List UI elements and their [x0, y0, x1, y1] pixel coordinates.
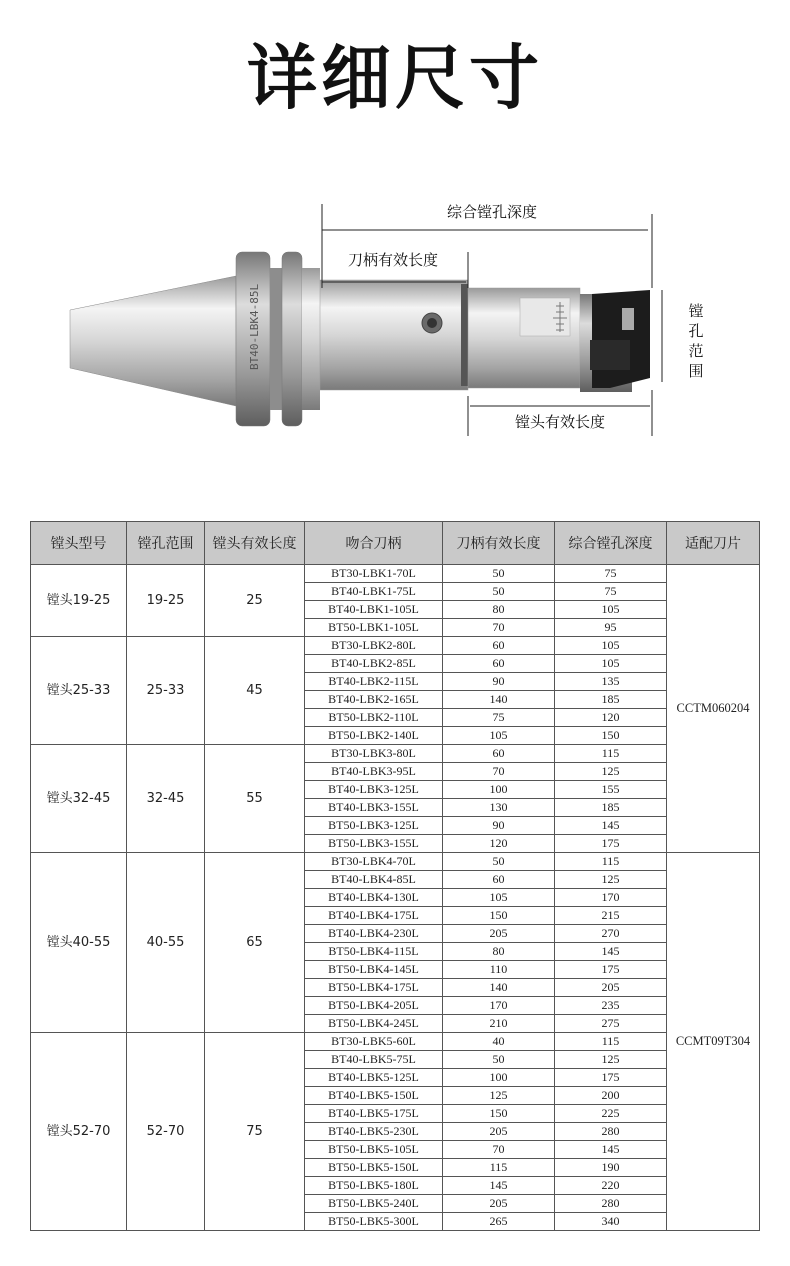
header-model: 镗头型号 — [31, 522, 127, 565]
cutting-insert — [592, 290, 650, 388]
cell-shank-length: 40 — [443, 1033, 555, 1051]
cell-total-depth: 75 — [555, 565, 667, 583]
cell-holder: BT40-LBK2-165L — [305, 691, 443, 709]
cell-holder: BT40-LBK3-125L — [305, 781, 443, 799]
cell-holder: BT50-LBK4-205L — [305, 997, 443, 1015]
cell-total-depth: 105 — [555, 637, 667, 655]
cell-range: 25-33 — [127, 637, 205, 745]
cell-holder: BT50-LBK5-240L — [305, 1195, 443, 1213]
taper-cone — [70, 276, 236, 406]
header-range: 镗孔范围 — [127, 522, 205, 565]
cell-holder: BT40-LBK4-85L — [305, 871, 443, 889]
cell-shank-length: 80 — [443, 601, 555, 619]
cell-total-depth: 155 — [555, 781, 667, 799]
cell-shank-length: 265 — [443, 1213, 555, 1231]
cell-total-depth: 185 — [555, 691, 667, 709]
cell-shank-length: 210 — [443, 1015, 555, 1033]
table-row — [31, 745, 760, 763]
cell-model: 镗头32-45 — [31, 745, 127, 853]
label-boring-range-4: 围 — [688, 362, 704, 380]
cell-shank-length: 150 — [443, 907, 555, 925]
cell-total-depth: 120 — [555, 709, 667, 727]
cell-holder: BT30-LBK1-70L — [305, 565, 443, 583]
cell-total-depth: 280 — [555, 1195, 667, 1213]
flange-rear — [282, 252, 302, 426]
cell-shank-length: 150 — [443, 1105, 555, 1123]
cell-head-length: 65 — [205, 853, 305, 1033]
page-title: 详细尺寸 — [247, 37, 543, 119]
cell-shank-length: 115 — [443, 1159, 555, 1177]
cell-shank-length: 205 — [443, 1123, 555, 1141]
cell-total-depth: 190 — [555, 1159, 667, 1177]
cell-range: 19-25 — [127, 565, 205, 637]
cell-holder: BT40-LBK4-175L — [305, 907, 443, 925]
table-row — [31, 853, 760, 871]
cell-total-depth: 340 — [555, 1213, 667, 1231]
cell-holder: BT40-LBK1-75L — [305, 583, 443, 601]
cell-shank-length: 90 — [443, 817, 555, 835]
cell-model: 镗头25-33 — [31, 637, 127, 745]
cell-holder: BT50-LBK3-125L — [305, 817, 443, 835]
cell-shank-length: 70 — [443, 1141, 555, 1159]
cell-shank-length: 205 — [443, 925, 555, 943]
cell-shank-length: 100 — [443, 1069, 555, 1087]
cell-holder: BT30-LBK4-70L — [305, 853, 443, 871]
cell-shank-length: 145 — [443, 1177, 555, 1195]
table-row — [31, 1033, 760, 1051]
cell-holder: BT40-LBK5-75L — [305, 1051, 443, 1069]
cell-shank-length: 70 — [443, 619, 555, 637]
cell-holder: BT30-LBK5-60L — [305, 1033, 443, 1051]
cell-shank-length: 125 — [443, 1087, 555, 1105]
cell-holder: BT30-LBK3-80L — [305, 745, 443, 763]
label-total-depth: 综合镗孔深度 — [446, 203, 538, 221]
cell-total-depth: 275 — [555, 1015, 667, 1033]
cell-shank-length: 100 — [443, 781, 555, 799]
cell-total-depth: 95 — [555, 619, 667, 637]
shank-body — [320, 280, 468, 390]
cell-shank-length: 90 — [443, 673, 555, 691]
cell-head-length: 75 — [205, 1033, 305, 1231]
table-body — [31, 565, 760, 1231]
flange-neck — [302, 268, 320, 410]
cell-shank-length: 60 — [443, 655, 555, 673]
cell-head-length: 55 — [205, 745, 305, 853]
cell-total-depth: 280 — [555, 1123, 667, 1141]
cell-holder: BT50-LBK4-175L — [305, 979, 443, 997]
cell-shank-length: 170 — [443, 997, 555, 1015]
cell-shank-length: 105 — [443, 889, 555, 907]
cell-total-depth: 175 — [555, 835, 667, 853]
label-shank-length: 刀柄有效长度 — [347, 251, 439, 269]
cell-shank-length: 140 — [443, 691, 555, 709]
cell-holder: BT40-LBK5-150L — [305, 1087, 443, 1105]
table-row — [31, 565, 760, 583]
flange-groove — [270, 268, 282, 410]
table-row — [31, 637, 760, 655]
table-header-row — [31, 522, 760, 565]
cell-model: 镗头40-55 — [31, 853, 127, 1033]
cell-total-depth: 145 — [555, 943, 667, 961]
cell-shank-length: 120 — [443, 835, 555, 853]
cell-shank-length: 110 — [443, 961, 555, 979]
cell-holder: BT40-LBK2-115L — [305, 673, 443, 691]
cell-shank-length: 50 — [443, 853, 555, 871]
cell-shank-length: 75 — [443, 709, 555, 727]
tool-holder-diagram — [0, 190, 790, 460]
cell-holder: BT40-LBK5-230L — [305, 1123, 443, 1141]
cell-total-depth: 145 — [555, 817, 667, 835]
label-boring-range-1: 镗 — [688, 302, 704, 320]
cell-total-depth: 115 — [555, 745, 667, 763]
cell-shank-length: 205 — [443, 1195, 555, 1213]
cell-holder: BT50-LBK5-300L — [305, 1213, 443, 1231]
cell-shank-length: 105 — [443, 727, 555, 745]
cell-total-depth: 215 — [555, 907, 667, 925]
cell-total-depth: 125 — [555, 763, 667, 781]
cell-total-depth: 205 — [555, 979, 667, 997]
holder-engraving: BT40-LBK4-85L — [248, 283, 261, 370]
cell-head-length: 45 — [205, 637, 305, 745]
cell-holder: BT50-LBK5-180L — [305, 1177, 443, 1195]
cell-total-depth: 75 — [555, 583, 667, 601]
cell-shank-length: 140 — [443, 979, 555, 997]
cell-shank-length: 50 — [443, 583, 555, 601]
cell-total-depth: 125 — [555, 1051, 667, 1069]
cell-holder: BT30-LBK2-80L — [305, 637, 443, 655]
cell-total-depth: 200 — [555, 1087, 667, 1105]
cell-total-depth: 105 — [555, 601, 667, 619]
cell-head-length: 25 — [205, 565, 305, 637]
cell-total-depth: 150 — [555, 727, 667, 745]
cell-total-depth: 235 — [555, 997, 667, 1015]
cell-shank-length: 70 — [443, 763, 555, 781]
cell-total-depth: 185 — [555, 799, 667, 817]
cell-holder: BT40-LBK4-130L — [305, 889, 443, 907]
cell-holder: BT50-LBK1-105L — [305, 619, 443, 637]
cell-holder: BT40-LBK3-95L — [305, 763, 443, 781]
cell-shank-length: 80 — [443, 943, 555, 961]
cell-holder: BT40-LBK1-105L — [305, 601, 443, 619]
cell-holder: BT40-LBK5-175L — [305, 1105, 443, 1123]
cell-holder: BT50-LBK2-110L — [305, 709, 443, 727]
header-total-depth: 综合镗孔深度 — [555, 522, 667, 565]
cell-model: 镗头19-25 — [31, 565, 127, 637]
cell-holder: BT40-LBK4-230L — [305, 925, 443, 943]
cell-total-depth: 270 — [555, 925, 667, 943]
cell-insert: CCTM060204 — [667, 565, 760, 853]
cell-holder: BT40-LBK2-85L — [305, 655, 443, 673]
spec-table — [30, 521, 760, 1231]
cell-holder: BT50-LBK5-105L — [305, 1141, 443, 1159]
cell-range: 32-45 — [127, 745, 205, 853]
header-insert: 适配刀片 — [667, 522, 760, 565]
cell-model: 镗头52-70 — [31, 1033, 127, 1231]
cell-shank-length: 50 — [443, 565, 555, 583]
header-head-length: 镗头有效长度 — [205, 522, 305, 565]
cell-total-depth: 135 — [555, 673, 667, 691]
cell-total-depth: 225 — [555, 1105, 667, 1123]
cell-holder: BT40-LBK3-155L — [305, 799, 443, 817]
cell-holder: BT50-LBK4-145L — [305, 961, 443, 979]
cell-total-depth: 115 — [555, 853, 667, 871]
cell-range: 40-55 — [127, 853, 205, 1033]
cell-total-depth: 175 — [555, 1069, 667, 1087]
cell-shank-length: 60 — [443, 871, 555, 889]
cell-holder: BT50-LBK5-150L — [305, 1159, 443, 1177]
cell-holder: BT50-LBK4-115L — [305, 943, 443, 961]
header-shank-length: 刀柄有效长度 — [443, 522, 555, 565]
cell-shank-length: 60 — [443, 637, 555, 655]
cell-holder: BT40-LBK5-125L — [305, 1069, 443, 1087]
cell-holder: BT50-LBK2-140L — [305, 727, 443, 745]
cell-total-depth: 170 — [555, 889, 667, 907]
cell-holder: BT50-LBK3-155L — [305, 835, 443, 853]
cell-insert: CCMT09T304 — [667, 853, 760, 1231]
label-boring-range-3: 范 — [688, 342, 704, 360]
cell-total-depth: 220 — [555, 1177, 667, 1195]
cell-total-depth: 175 — [555, 961, 667, 979]
cell-total-depth: 115 — [555, 1033, 667, 1051]
cell-total-depth: 125 — [555, 871, 667, 889]
cell-total-depth: 145 — [555, 1141, 667, 1159]
label-boring-range-2: 孔 — [688, 322, 704, 340]
cell-range: 52-70 — [127, 1033, 205, 1231]
shank-joint — [461, 284, 468, 386]
header-holder: 吻合刀柄 — [305, 522, 443, 565]
cell-shank-length: 50 — [443, 1051, 555, 1069]
cell-shank-length: 130 — [443, 799, 555, 817]
cell-holder: BT50-LBK4-245L — [305, 1015, 443, 1033]
cell-shank-length: 60 — [443, 745, 555, 763]
cell-total-depth: 105 — [555, 655, 667, 673]
label-head-length: 镗头有效长度 — [514, 413, 606, 431]
